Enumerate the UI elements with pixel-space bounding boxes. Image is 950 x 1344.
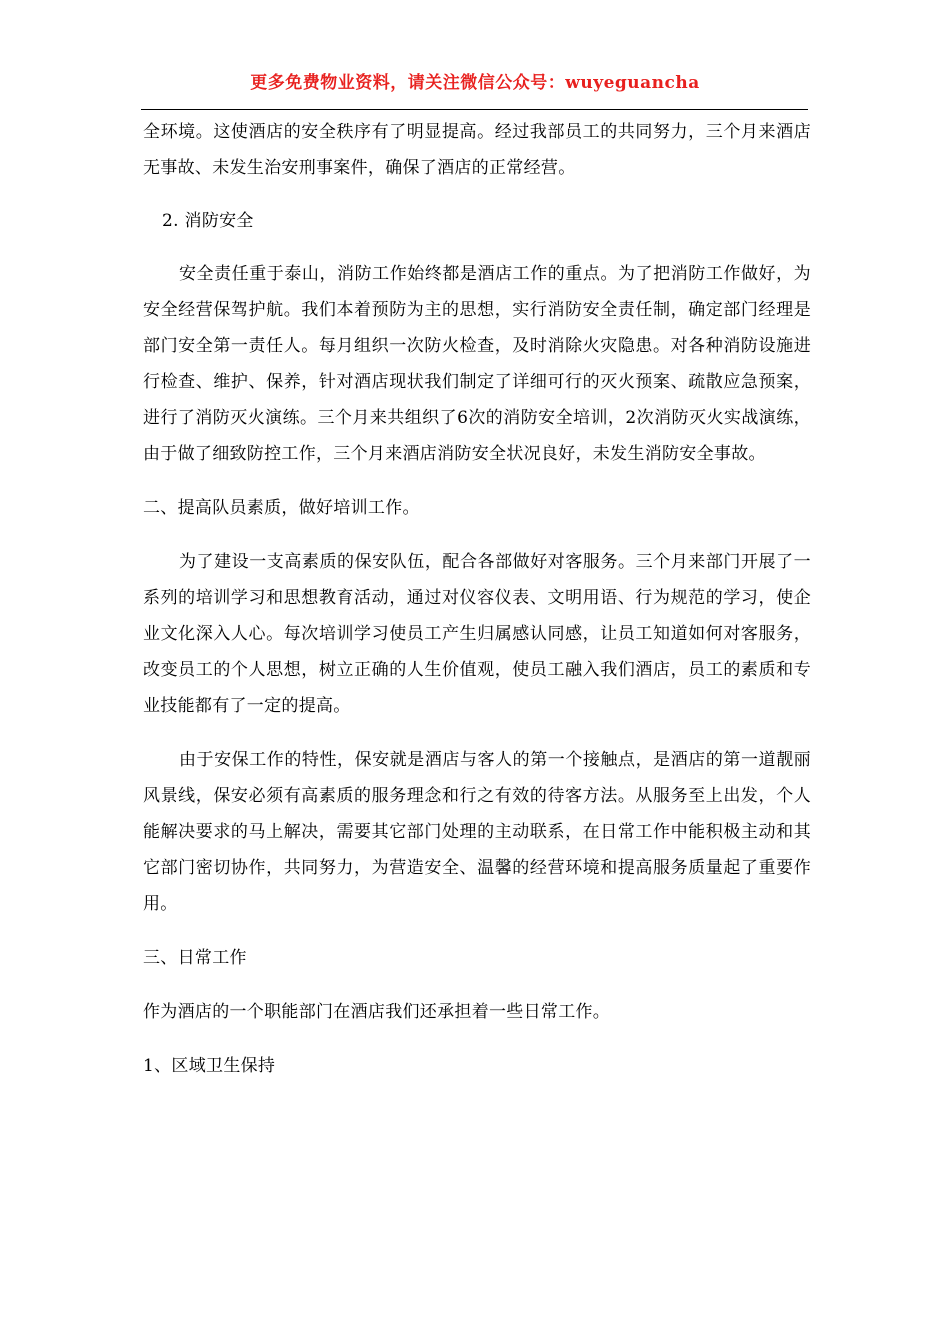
paragraph-fire-safety: 安全责任重于泰山，消防工作始终都是酒店工作的重点。为了把消防工作做好，为安全经营保驾护航。我们本着预防为主的思想，实行消防安全责任制，确定部门经理是部门安全第一责任人。每月组织一次防火检查，及时消除火灾隐患。对各种消防设施进行检查、维护、保养，针对酒店现状我们制定了详细可行的灭火预案、疏散应急预案，进行了消防灭火演练。三个月来共组织了6次的消防安全培训，2次消防灭火实战演练，由于做了细致防控工作，三个月来酒店消防安全状况良好，未发生消防安全事故。: [143, 264, 811, 464]
heading-area-hygiene: 1、区域卫生保持: [143, 1056, 276, 1076]
paragraph-security-summary: 全环境。这使酒店的安全秩序有了明显提高。经过我部员工的共同努力，三个月来酒店无事故、未发生治安刑事案件，确保了酒店的正常经营。: [143, 122, 811, 178]
paragraph-daily-work: 作为酒店的一个职能部门在酒店我们还承担着一些日常工作。: [143, 1002, 611, 1022]
header-divider: [141, 109, 808, 110]
header-banner: 更多免费物业资料，请关注微信公众号：wuyeguancha: [250, 73, 700, 93]
heading-training: 二、提高队员素质，做好培训工作。: [143, 498, 420, 518]
document-body: [143, 114, 811, 1084]
heading-fire-safety: 2. 消防安全: [162, 211, 254, 231]
heading-daily-work: 三、日常工作: [143, 948, 247, 968]
paragraph-training-1: 为了建设一支高素质的保安队伍，配合各部做好对客服务。三个月来部门开展了一系列的培训学习和思想教育活动，通过对仪容仪表、文明用语、行为规范的学习，使企业文化深入人心。每次培训学习使员工产生归属感认同感，让员工知道如何对客服务，改变员工的个人思想，树立正确的人生价值观，使员工融入我们酒店，员工的素质和专业技能都有了一定的提高。: [143, 552, 811, 716]
paragraph-training-2: 由于安保工作的特性，保安就是酒店与客人的第一个接触点，是酒店的第一道靓丽风景线，保安必须有高素质的服务理念和行之有效的待客方法。从服务至上出发，个人能解决要求的马上解决，需要其它部门处理的主动联系，在日常工作中能积极主动和其它部门密切协作，共同努力，为营造安全、温馨的经营环境和提高服务质量起了重要作用。: [143, 750, 811, 914]
